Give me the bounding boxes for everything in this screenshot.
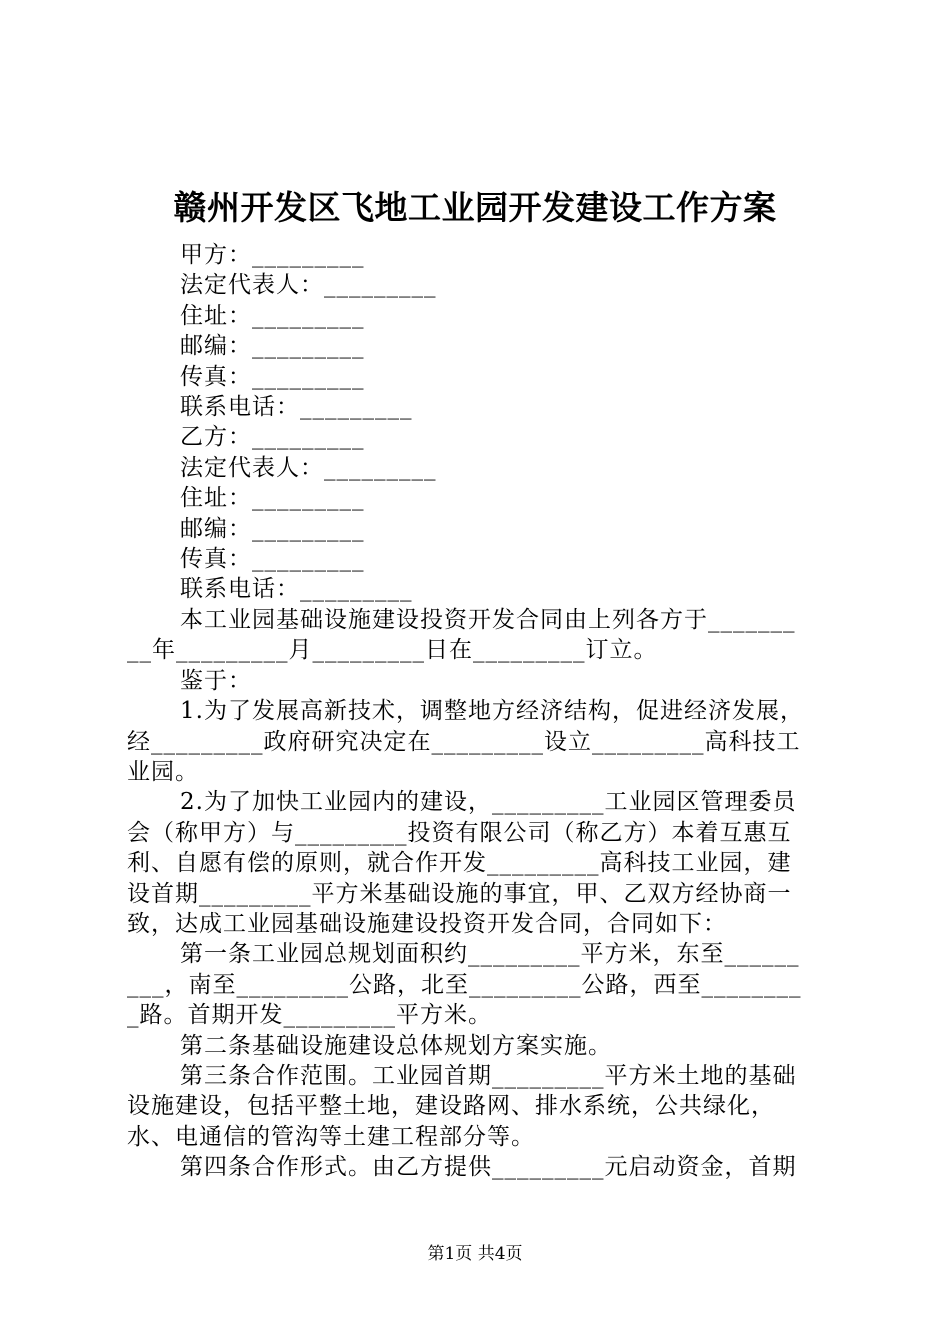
text-line: 甲方：_________	[180, 242, 365, 268]
text-line: 第一条工业园总规划面积约_________平方米，东至______	[180, 941, 800, 968]
document-body	[127, 240, 832, 1183]
text-line: 住址：_________	[180, 485, 365, 512]
text-line: 传真：_________	[180, 363, 365, 390]
text-line: 水、电通信的管沟等土建工程部分等。	[127, 1123, 535, 1150]
text-line: 第三条合作范围。工业园首期_________平方米土地的基础	[180, 1062, 797, 1089]
text-line: 乙方：_________	[180, 424, 365, 451]
text-line: 业园。	[127, 758, 199, 785]
text-line: 联系电话：_________	[180, 576, 413, 603]
text-line: 会（称甲方）与_________投资有限公司（称乙方）本着互惠互	[127, 819, 792, 846]
text-line: 致，达成工业园基础设施建设投资开发合同，合同如下：	[127, 910, 727, 937]
text-line: 设施建设，包括平整土地，建设路网、排水系统，公共绿化，	[127, 1093, 775, 1120]
text-line: 第四条合作形式。由乙方提供_________元启动资金，首期	[180, 1154, 797, 1181]
text-line: __年_________月_________日在_________订立。	[127, 637, 658, 664]
text-line: 法定代表人：_________	[180, 454, 437, 481]
text-line: ___，南至_________公路，北至_________公路，西至________	[127, 971, 802, 998]
text-line: 鉴于：	[180, 667, 252, 694]
text-line: 邮编：_________	[180, 515, 365, 542]
text-line: 第二条基础设施建设总体规划方案实施。	[180, 1032, 612, 1059]
text-line: 法定代表人：_________	[180, 272, 437, 299]
text-line: 邮编：_________	[180, 333, 365, 360]
text-line: 1.为了发展高新技术，调整地方经济结构，促进经济发展，	[180, 698, 804, 725]
text-line: _路。首期开发_________平方米。	[127, 1002, 492, 1029]
text-line: 利、自愿有偿的原则，就合作开发_________高科技工业园，建	[127, 850, 792, 877]
text-line: 经_________政府研究决定在_________设立_________高科技工	[127, 728, 801, 755]
text-line: 本工业园基础设施建设投资开发合同由上列各方于_______	[180, 606, 796, 633]
document-title: 赣州开发区飞地工业园开发建设工作方案	[173, 188, 777, 227]
text-line: 2.为了加快工业园内的建设，_________工业园区管理委员	[180, 789, 797, 816]
page-footer: 第1页 共4页	[427, 1244, 523, 1264]
text-line: 联系电话：_________	[180, 394, 413, 421]
text-line: 传真：_________	[180, 546, 365, 573]
text-line: 住址：_________	[180, 302, 365, 329]
text-line: 设首期_________平方米基础设施的事宜，甲、乙双方经协商一	[127, 880, 792, 907]
